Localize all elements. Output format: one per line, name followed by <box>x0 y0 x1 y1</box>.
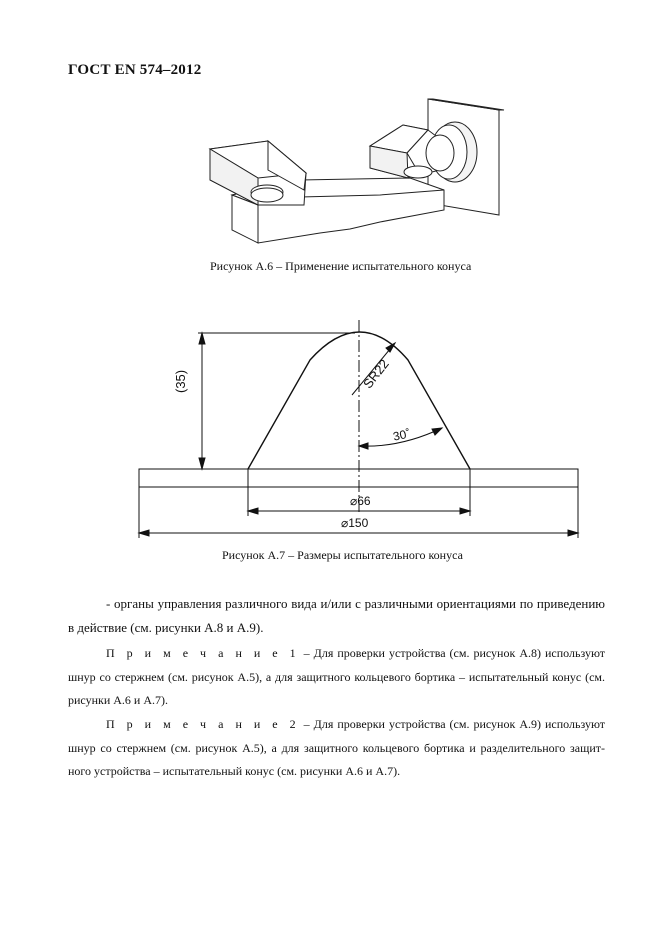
paragraph-controls <box>68 592 605 640</box>
height-dimension-label: (35) <box>173 369 188 393</box>
radius-dimension-label: SR22 <box>360 356 392 392</box>
note-1 <box>68 642 605 713</box>
base-diameter-label: ⌀150 <box>341 516 369 530</box>
top-diameter-label: ⌀66 <box>350 494 371 508</box>
figure-a6-caption: Рисунок А.6 – Применение испытательного конуса <box>210 259 472 273</box>
document-header: ГОСТ EN 574–2012 <box>68 62 202 78</box>
note-2-label: П р и м е ч а н и е 2 <box>106 717 300 731</box>
paragraph-controls-text: - органы управления различного вида и/или с различными ориентациями по приведению в действие (см. рисунки А.8 и А.9). <box>68 596 605 635</box>
note-1-text: – Для проверки устройства (см. рисунок А.8) используют шнур со стержнем (см. рисунок А.5), а для защитного кольцевого бортика – испытательный конус (см. рисунки А.6 и А.7). <box>68 646 606 707</box>
note-1-label: П р и м е ч а н и е 1 <box>106 646 300 660</box>
angle-dimension-label: 30˚ <box>391 426 412 444</box>
note-2-text: – Для проверки устройства (см. рисунок А.9) используют шнур со стержнем (см. рисунок А.5), а для защитного кольцевого бортика и разделительного защит-ного устройства – испытательный конус (см. рисунки А.6 и А.7). <box>68 717 606 778</box>
figure-a7-caption: Рисунок А.7 – Размеры испытательного конуса <box>222 548 463 562</box>
note-2 <box>68 713 605 784</box>
